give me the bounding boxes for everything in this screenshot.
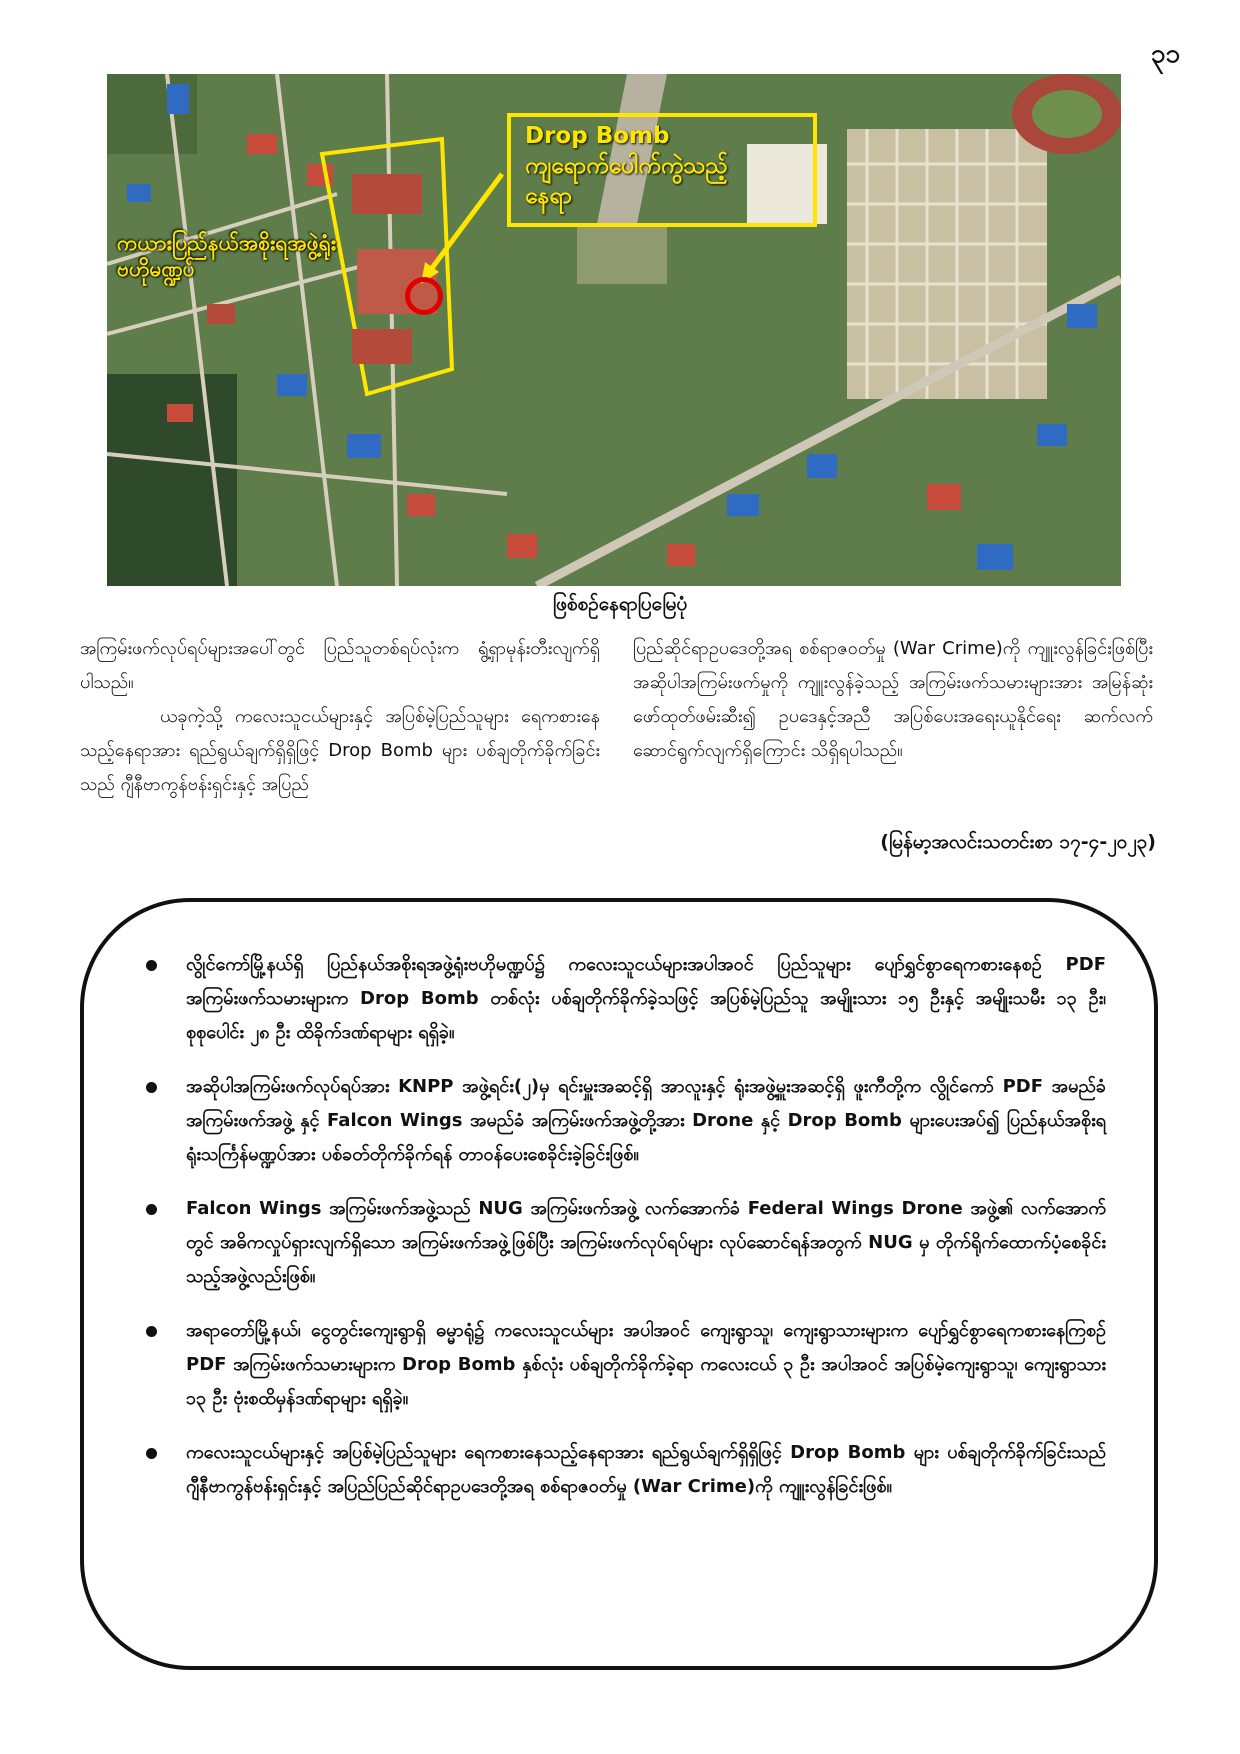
summary-bullet (146, 1436, 1106, 1504)
label-line: ဗဟိုမဏ္ဍပ် (117, 257, 195, 281)
bullet-text: Falcon Wings အကြမ်းဖက်အဖွဲ့သည် NUG အကြမ်းဖက်အဖွဲ့ လက်အောက်ခံ Federal Wings Drone အဖွဲ့၏ လက်အောက်တွင် အဓိကလှုပ်ရှားလျက်ရှိသော အကြမ်းဖက်အဖွဲ့ဖြစ်ပြီး အကြမ်းဖက်လုပ်ရပ်များ လုပ်ဆောင်ရန်အတွက် NUG မှ တိုက်ရိုက်ထောက်ပံ့စေခိုင်းသည့်အဖွဲ့လည်းဖြစ်။ (186, 1198, 1106, 1287)
impact-location-marker (405, 277, 443, 315)
summary-bullet (146, 948, 1106, 1050)
drop-bomb-callout (507, 113, 817, 227)
article-column-left (80, 632, 600, 802)
map-caption: ဖြစ်စဉ်နေရာပြမြေပုံ (552, 593, 688, 615)
label-line: ကယားပြည်နယ်အစိုးရအဖွဲ့ရုံး (117, 231, 337, 255)
callout-line: နေရာ (525, 183, 573, 209)
satellite-map (107, 74, 1121, 586)
summary-box (80, 898, 1158, 1670)
source-citation: (မြန်မာ့အလင်းသတင်းစာ ၁၇-၄-၂၀၂၃) (880, 831, 1156, 853)
summary-bullet (146, 1192, 1106, 1294)
bullet-text: ကလေးသူငယ်များနှင့် အပြစ်မဲ့ပြည်သူများ ရေကစားနေသည့်နေရာအား ရည်ရွယ်ချက်ရှိရှိဖြင့် Drop Bomb များ ပစ်ချတိုက်ခိုက်ခြင်းသည် ဂျီနီဗာကွန်ဗန်းရှင်းနှင့် အပြည်ပြည်ဆိုင်ရာဥပဒေတို့အရ စစ်ရာဇဝတ်မှု (War Crime)ကို ကျူးလွန်ခြင်းဖြစ်။ (186, 1442, 1106, 1497)
callout-line: ကျရောက်ပေါက်ကွဲသည့် (525, 153, 728, 179)
bullet-dot-icon (146, 1326, 157, 1337)
summary-bullet (146, 1070, 1106, 1172)
page-number: ၃၁ (1150, 39, 1180, 69)
bullet-dot-icon (146, 1448, 157, 1459)
article-paragraph: ပြည်ဆိုင်ရာဥပဒေတို့အရ စစ်ရာဇဝတ်မှု (War Crime)ကို ကျူးလွန်ခြင်းဖြစ်ပြီး အဆိုပါအကြမ်းဖက်မှုကို ကျူးလွန်ခဲ့သည့် အကြမ်းဖက်သမားများအား အမြန်ဆုံးဖော်ထုတ်ဖမ်းဆီး၍ ဥပဒေနှင့်အညီ အပြစ်ပေးအရေးယူနိုင်ရေး ဆက်လက်ဆောင်ရွက်လျက်ရှိကြောင်း သိရှိရပါသည်။ (633, 638, 1153, 761)
article-paragraph: အကြမ်းဖက်လုပ်ရပ်များအပေါ်တွင် ပြည်သူတစ်ရပ်လုံးက ရွံ့ရှာမုန်းတီးလျက်ရှိပါသည်။ (80, 638, 600, 693)
government-office-label (117, 230, 336, 282)
bullet-text: အရာတော်မြို့နယ်၊ ငွေတွင်းကျေးရွာရှိ ဓမ္မာရုံ၌ ကလေးသူငယ်များ အပါအဝင် ကျေးရွာသူ၊ ကျေးရွာသားများက ပျော်ရွှင်စွာရေကစားနေကြစဉ် PDF အကြမ်းဖက်သမားများက Drop Bomb နှစ်လုံး ပစ်ချတိုက်ခိုက်ခဲ့ရာ ကလေးငယ် ၃ ဦး အပါအဝင် အပြစ်မဲ့ကျေးရွာသူ၊ ကျေးရွာသား ၁၃ ဦး ဗုံးစထိမှန်ဒဏ်ရာများ ရရှိခဲ့။ (186, 1320, 1106, 1409)
bullet-text: အဆိုပါအကြမ်းဖက်လုပ်ရပ်အား KNPP အဖွဲ့ရင်း(၂)မှ ရင်းမှူးအဆင့်ရှိ အာလူးနှင့် ရုံးအဖွဲ့မှူးအဆင့်ရှိ ဖူးကီတို့က လွိုင်ကော် PDF အမည်ခံအကြမ်းဖက်အဖွဲ့ နှင့် Falcon Wings အမည်ခံ အကြမ်းဖက်အဖွဲ့တို့အား Drone နှင့် Drop Bomb များပေးအပ်၍ ပြည်နယ်အစိုးရရုံးသင်္ကြန်မဏ္ဍပ်အား ပစ်ခတ်တိုက်ခိုက်ရန် တာဝန်ပေးစေခိုင်းခဲ့ခြင်းဖြစ်။ (186, 1076, 1106, 1165)
article-paragraph: ယခုကဲ့သို့ ကလေးသူငယ်များနှင့် အပြစ်မဲ့ပြည်သူများ ရေကစားနေသည့်နေရာအား ရည်ရွယ်ချက်ရှိရှိဖြင့် Drop Bomb များ ပစ်ချတိုက်ခိုက်ခြင်းသည် ဂျီနီဗာကွန်ဗန်းရှင်းနှင့် အပြည် (80, 706, 600, 795)
summary-bullet-list (146, 948, 1106, 1524)
callout-line: Drop Bomb (525, 123, 670, 149)
bullet-dot-icon (146, 960, 157, 971)
bullet-dot-icon (146, 1082, 157, 1093)
bullet-dot-icon (146, 1204, 157, 1215)
bullet-text: လွိုင်ကော်မြို့နယ်ရှိ ပြည်နယ်အစိုးရအဖွဲ့ရုံးဗဟိုမဏ္ဍပ်၌ ကလေးသူငယ်များအပါအဝင် ပြည်သူများ ပျော်ရွှင်စွာရေကစားနေစဉ် PDF အကြမ်းဖက်သမားများက Drop Bomb တစ်လုံး ပစ်ချတိုက်ခိုက်ခဲ့သဖြင့် အပြစ်မဲ့ပြည်သူ အမျိုးသား ၁၅ ဦးနှင့် အမျိုးသမီး ၁၃ ဦး၊ စုစုပေါင်း ၂၈ ဦး ထိခိုက်ဒဏ်ရာများ ရရှိခဲ့။ (186, 954, 1106, 1043)
summary-bullet (146, 1314, 1106, 1416)
article-column-right (633, 632, 1153, 768)
